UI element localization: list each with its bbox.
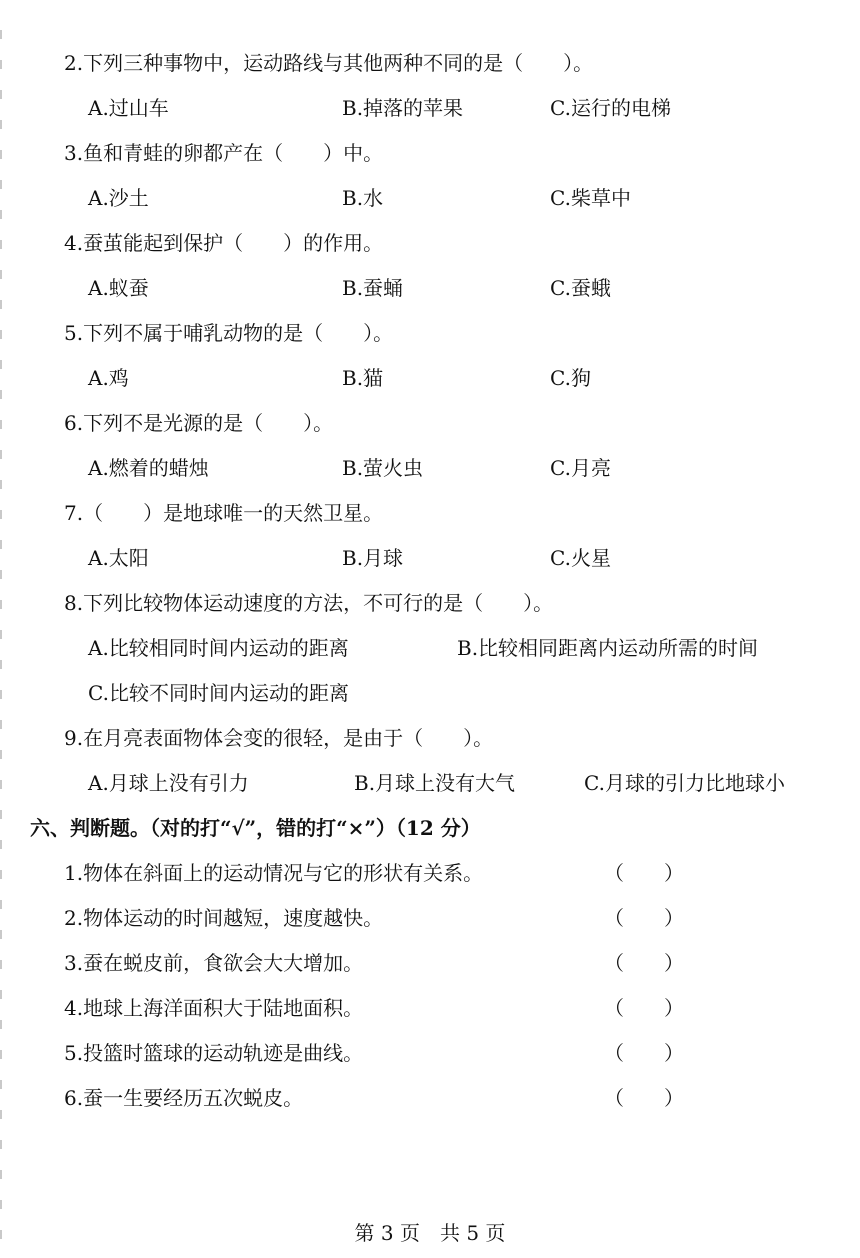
answer-blank[interactable]: （ ） (604, 1041, 684, 1065)
option-b: B.萤火虫 (342, 456, 424, 480)
option-b: B.水 (342, 186, 384, 210)
answer-blank[interactable]: （ ） (604, 951, 684, 975)
option-c: C.火星 (550, 546, 611, 570)
answer-blank[interactable]: （ ） (604, 1086, 684, 1110)
answer-blank[interactable]: （ ） (604, 996, 684, 1020)
section-heading: 六、判断题。（对的打“√”，错的打“×”）（12 分） (30, 816, 481, 840)
option-c: C.比较不同时间内运动的距离 (88, 681, 349, 705)
answer-blank[interactable]: （ ） (604, 861, 684, 885)
option-a: A.沙土 (88, 186, 149, 210)
option-b: B.比较相同距离内运动所需的时间 (457, 636, 759, 660)
option-c: C.运行的电梯 (550, 96, 671, 120)
answer-blank[interactable]: （ ） (604, 906, 684, 930)
question-stem: 5.下列不属于哺乳动物的是（ ）。 (64, 321, 394, 345)
judgment-item: 6.蚕一生要经历五次蜕皮。 (64, 1086, 304, 1110)
judgment-item: 3.蚕在蜕皮前，食欲会大大增加。 (64, 951, 364, 975)
judgment-item: 5.投篮时篮球的运动轨迹是曲线。 (64, 1041, 364, 1065)
option-b: B.蚕蛹 (342, 276, 404, 300)
question-stem: 7.（ ）是地球唯一的天然卫星。 (64, 501, 384, 525)
option-b: B.猫 (342, 366, 384, 390)
question-stem: 6.下列不是光源的是（ ）。 (64, 411, 334, 435)
page-number: 第 3 页 共 5 页 (354, 1221, 506, 1245)
option-c: C.柴草中 (550, 186, 631, 210)
question-stem: 8.下列比较物体运动速度的方法，不可行的是（ ）。 (64, 591, 554, 615)
option-a: A.太阳 (88, 546, 149, 570)
question-stem: 4.蚕茧能起到保护（ ）的作用。 (64, 231, 384, 255)
option-a: A.鸡 (88, 366, 129, 390)
option-a: A.比较相同时间内运动的距离 (88, 636, 349, 660)
option-c: C.月亮 (550, 456, 611, 480)
judgment-item: 1.物体在斜面上的运动情况与它的形状有关系。 (64, 861, 484, 885)
question-stem: 9.在月亮表面物体会变的很轻，是由于（ ）。 (64, 726, 494, 750)
option-b: B.月球 (342, 546, 404, 570)
question-stem: 2.下列三种事物中，运动路线与其他两种不同的是（ ）。 (64, 51, 594, 75)
judgment-item: 2.物体运动的时间越短，速度越快。 (64, 906, 384, 930)
option-a: A.过山车 (88, 96, 169, 120)
question-stem: 3.鱼和青蛙的卵都产在（ ）中。 (64, 141, 384, 165)
option-c: C.蚕蛾 (550, 276, 611, 300)
option-a: A.燃着的蜡烛 (88, 456, 209, 480)
option-b: B.掉落的苹果 (342, 96, 464, 120)
option-c: C.月球的引力比地球小 (584, 771, 785, 795)
option-b: B.月球上没有大气 (354, 771, 516, 795)
option-c: C.狗 (550, 366, 591, 390)
option-a: A.月球上没有引力 (88, 771, 249, 795)
judgment-item: 4.地球上海洋面积大于陆地面积。 (64, 996, 364, 1020)
option-a: A.蚁蚕 (88, 276, 149, 300)
